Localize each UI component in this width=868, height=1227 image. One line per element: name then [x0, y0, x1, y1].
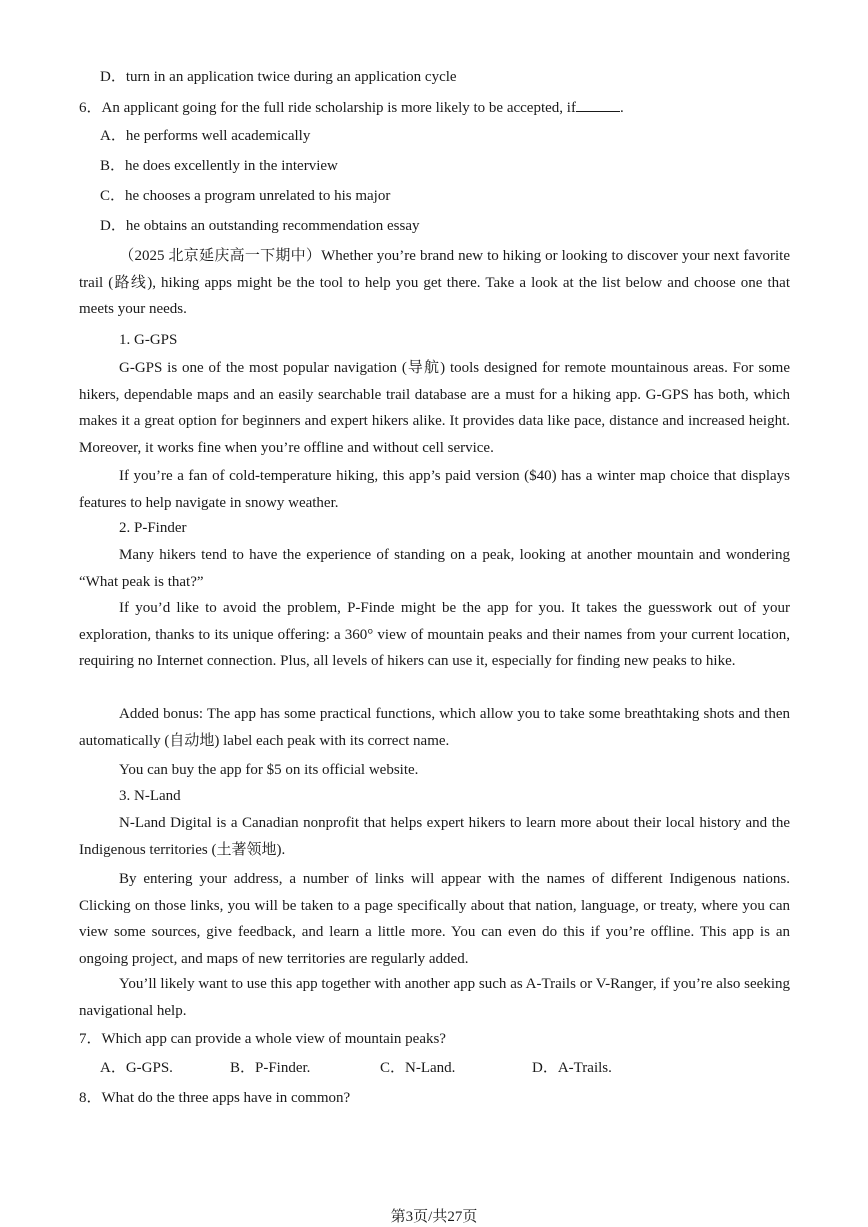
q8-stem: 8．What do the three apps have in common?: [79, 1090, 351, 1106]
q6-option-d: D．he obtains an outstanding recommendation essay: [100, 218, 420, 234]
q6-option-a: A．he performs well academically: [100, 128, 311, 144]
q7-option-b: B．P-Finder.: [230, 1060, 311, 1076]
q6-stem-text: 6．An applicant going for the full ride scholarship is more likely to be accepted, if: [79, 100, 576, 116]
q5-option-d: D．turn in an application twice during an application cycle: [100, 69, 457, 85]
section1-p2-text: If you’re a fan of cold-temperature hiking, this app’s paid version ($40) has a winter map choice that displays features to help navigate in snowy weather.: [79, 468, 790, 511]
section2-paragraph-1: [79, 542, 790, 595]
section1-paragraph-1: [79, 355, 790, 461]
q6-stem-end: .: [619, 100, 624, 116]
section2-p3-text: Added bonus: The app has some practical functions, which allow you to take some breathtaking shots and then automatically (自动地) label each peak with its correct name.: [79, 706, 790, 749]
section2-p2-text: If you’d like to avoid the problem, P-Finde might be the app for you. It takes the guesswork out of your exploration, thanks to its unique offering: a 360° view of mountain peaks and their names from your current location, requiring no Internet connection. Plus, all levels of hikers can use it, especially for finding new peaks to hike.: [79, 600, 790, 670]
section3-paragraph-1: [79, 810, 790, 863]
section3-paragraph-3: [79, 971, 790, 1024]
section3-p3-text: You’ll likely want to use this app together with another app such as A-Trails or V-Ranger, if you’re also seeking navigational help.: [79, 976, 790, 1019]
section-heading-p-finder: 2. P-Finder: [119, 520, 187, 536]
q6-option-c: C．he chooses a program unrelated to his major: [100, 188, 391, 204]
section2-paragraph-4: [79, 757, 790, 784]
section-heading-n-land: 3. N-Land: [119, 788, 181, 804]
section2-paragraph-2: [79, 595, 790, 675]
section3-paragraph-2: [79, 866, 790, 972]
section1-p1-text: G-GPS is one of the most popular navigation (导航) tools designed for remote mountainous areas. For some hikers, dependable maps and an easily searchable trail database are a must for a hiking app. G-GPS has both, which makes it a great option for beginners and expert hikers alike. It provides data like pace, distance and increased height. Moreover, it works fine when you’re offline and without cell service.: [79, 360, 790, 456]
section1-paragraph-2: [79, 463, 790, 516]
q6-option-b: B．he does excellently in the interview: [100, 158, 338, 174]
q7-option-a: A．G-GPS.: [100, 1060, 173, 1076]
q6-stem: [79, 97, 624, 118]
passage-intro: [79, 243, 790, 323]
answer-blank: [576, 97, 620, 112]
q7-stem: 7．Which app can provide a whole view of mountain peaks?: [79, 1031, 446, 1047]
section3-p2-text: By entering your address, a number of links will appear with the names of different Indigenous nations. Clicking on those links, you will be taken to a page specifically about that nation, language, or treaty, where you can view some sources, give feedback, and learn a little more. You can even do this if you’re offline. This app is an ongoing project, and maps of new territories are regularly added.: [79, 871, 790, 967]
q7-option-d: D．A-Trails.: [532, 1060, 612, 1076]
passage-intro-text: （2025 北京延庆高一下期中）Whether you’re brand new to hiking or looking to discover your next favorite trail (路线), hiking apps might be the tool to help you get there. Take a look at the list below and choose one that meets your needs.: [79, 248, 790, 318]
section2-p1-text: Many hikers tend to have the experience of standing on a peak, looking at another mountain and wondering “What peak is that?”: [79, 547, 790, 590]
page-number: 第3页/共27页: [390, 1209, 478, 1225]
section2-paragraph-3: [79, 701, 790, 754]
section-heading-g-gps: 1. G-GPS: [119, 332, 178, 348]
section2-p4-text: You can buy the app for $5 on its official website.: [119, 762, 419, 778]
section3-p1-text: N-Land Digital is a Canadian nonprofit that helps expert hikers to learn more about their local history and the Indigenous territories (土著领地).: [79, 815, 790, 858]
q7-option-c: C．N-Land.: [380, 1060, 456, 1076]
